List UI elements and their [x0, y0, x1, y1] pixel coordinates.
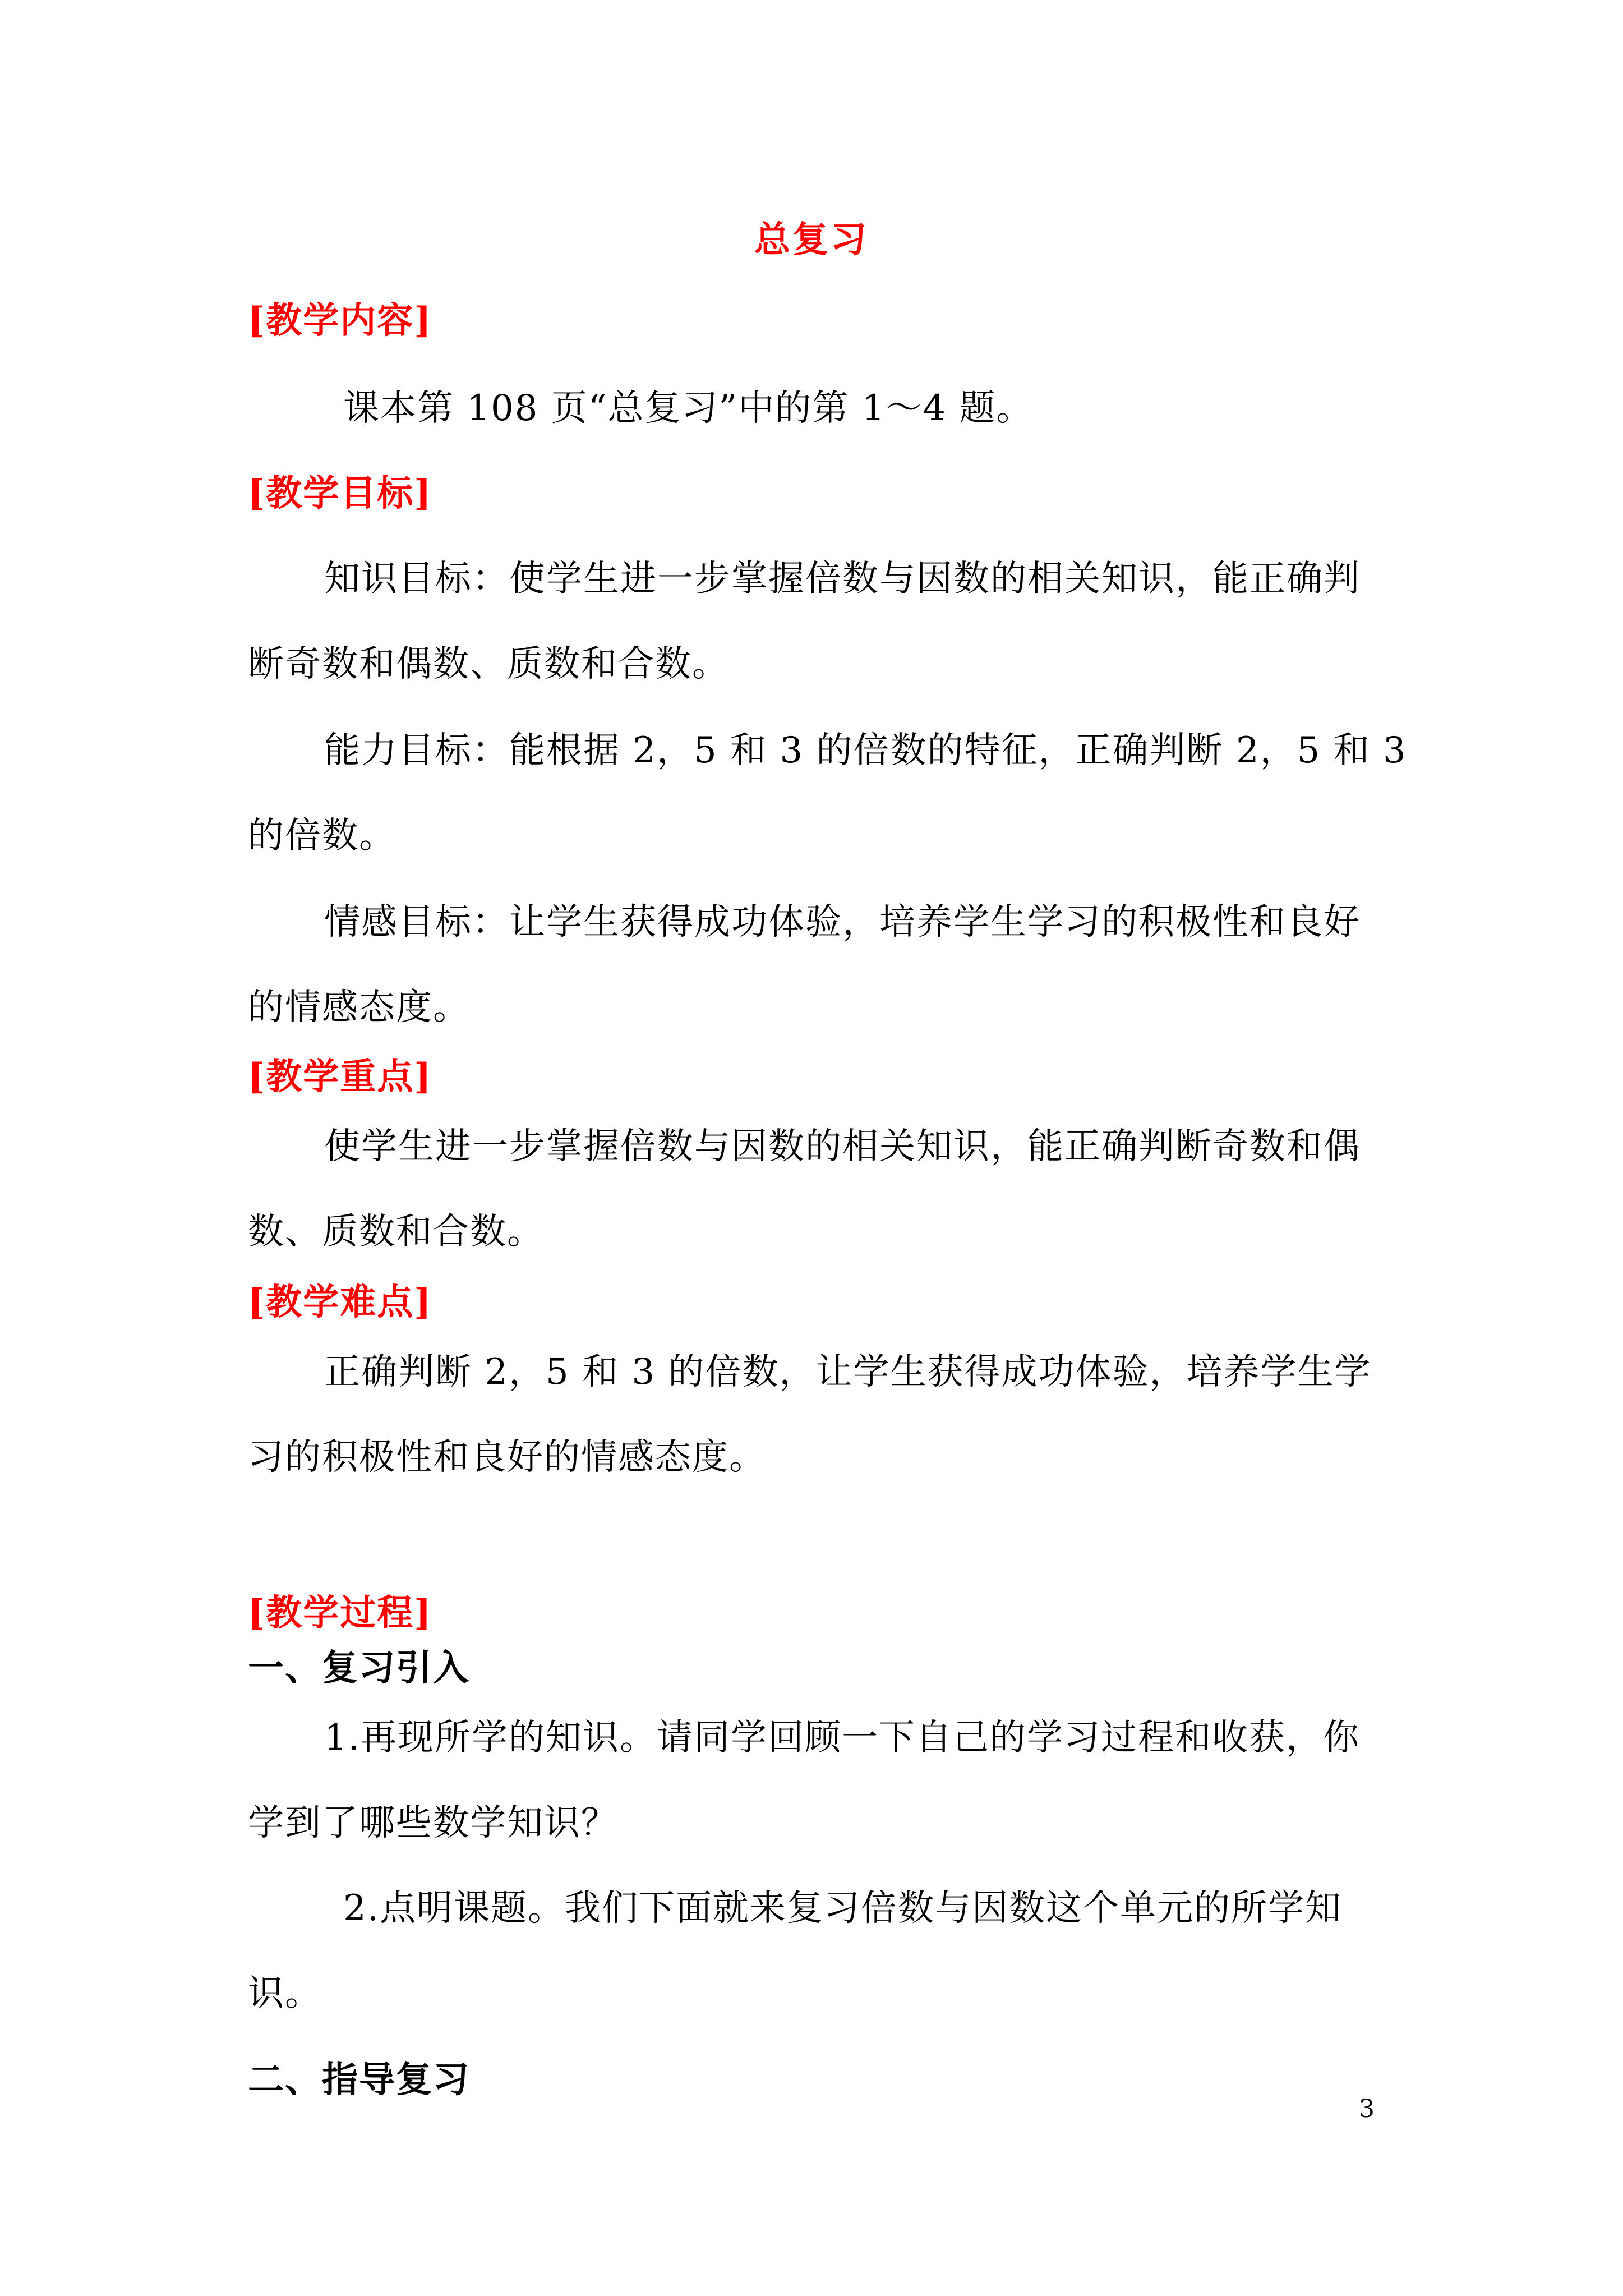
- process-heading: [教学过程]: [248, 1592, 432, 1634]
- goal-emotion-line1: 情感目标：让学生获得成功体验，培养学生学习的积极性和良好: [324, 901, 1361, 943]
- key-line2: 数、质数和合数。: [248, 1211, 544, 1253]
- section2-heading: 二、指导复习: [248, 2059, 470, 2101]
- section1-heading: 一、复习引入: [248, 1647, 470, 1689]
- goals-heading: [教学目标]: [248, 472, 432, 514]
- goal-knowledge-line1: 知识目标：使学生进一步掌握倍数与因数的相关知识，能正确判: [324, 558, 1361, 600]
- difficulty-line2: 习的积极性和良好的情感态度。: [248, 1437, 766, 1478]
- difficulty-line1: 正确判断 2，5 和 3 的倍数，让学生获得成功体验，培养学生学: [324, 1351, 1372, 1393]
- item1-line2: 学到了哪些数学知识？: [248, 1802, 618, 1844]
- page-number: 3: [1359, 2095, 1375, 2123]
- content-text: 课本第 108 页“总复习”中的第 1～4 题。: [343, 388, 1034, 429]
- goal-ability-line1: 能力目标：能根据 2，5 和 3 的倍数的特征，正确判断 2，5 和 3: [324, 730, 1407, 771]
- key-line1: 使学生进一步掌握倍数与因数的相关知识，能正确判断奇数和偶: [324, 1126, 1361, 1167]
- goal-emotion-line2: 的情感态度。: [248, 987, 470, 1028]
- item1-line1: 1.再现所学的知识。请同学回顾一下自己的学习过程和收获，你: [324, 1717, 1361, 1759]
- goal-ability-line2: 的倍数。: [248, 815, 396, 857]
- page-title: 总复习: [754, 219, 869, 261]
- content-heading: [教学内容]: [248, 300, 432, 342]
- key-heading: [教学重点]: [248, 1056, 432, 1098]
- difficulty-heading: [教学难点]: [248, 1281, 432, 1323]
- goal-knowledge-line2: 断奇数和偶数、质数和合数。: [248, 643, 729, 685]
- item2-line1: 2.点明课题。我们下面就来复习倍数与因数这个单元的所学知: [343, 1888, 1343, 1929]
- item2-line2: 识。: [248, 1973, 322, 2014]
